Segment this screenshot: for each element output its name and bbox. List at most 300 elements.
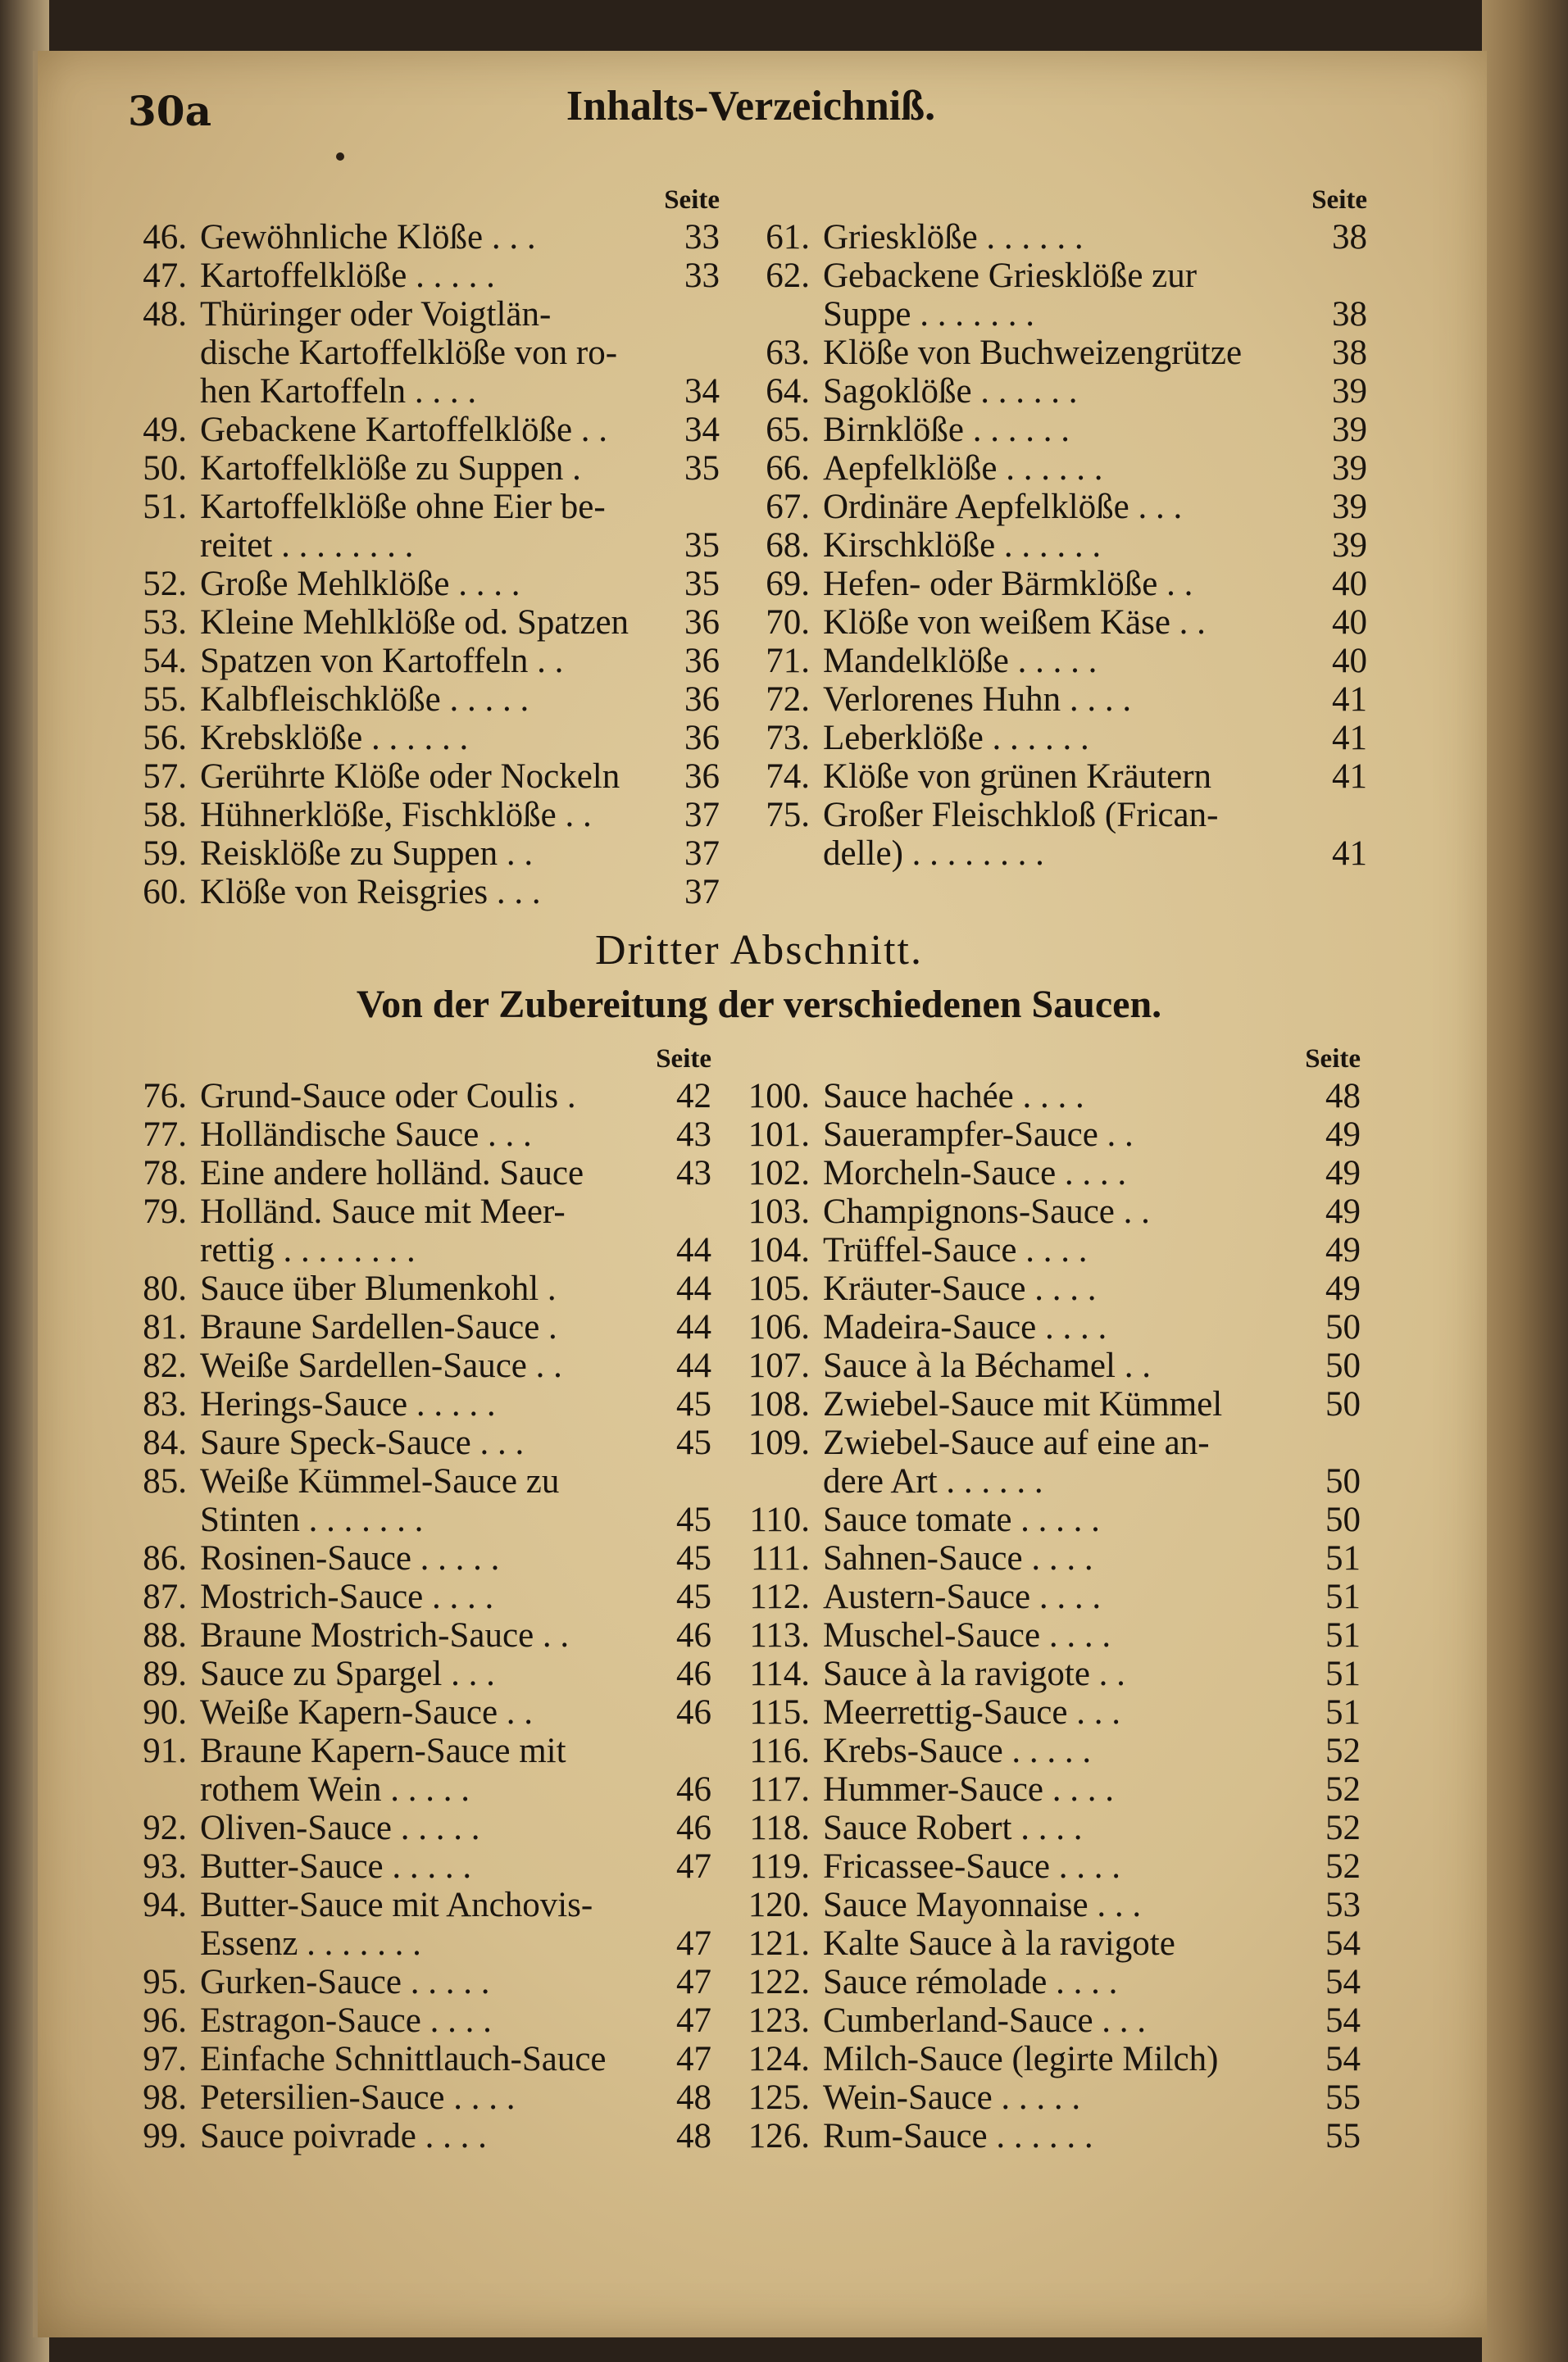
- toc-entry: [744, 1385, 1361, 1424]
- entry-number: 99.: [143, 2117, 187, 2155]
- entry-title: Saure Speck-Sauce . . .: [200, 1424, 525, 1462]
- entry-page: 50: [1325, 1347, 1361, 1385]
- entry-title: Sauerampfer-Sauce . .: [823, 1115, 1134, 1154]
- entry-title: Rum-Sauce . . . . . .: [823, 2117, 1093, 2155]
- entry-title: Sauce über Blumenkohl .: [200, 1270, 557, 1308]
- entry-page: 36: [684, 642, 720, 680]
- entry-number: 80.: [143, 1270, 187, 1308]
- toc-entry: [744, 257, 1367, 334]
- entry-page: 50: [1325, 1308, 1361, 1347]
- entry-page: 51: [1325, 1693, 1361, 1732]
- entry-title: Cumberland-Sauce . . .: [823, 2001, 1147, 2040]
- entry-page: 46: [676, 1693, 711, 1732]
- entry-number: 108.: [748, 1385, 810, 1424]
- entry-number: 72.: [766, 680, 810, 719]
- entry-page: 41: [1332, 757, 1367, 796]
- entry-number: 90.: [143, 1693, 187, 1732]
- entry-page: 54: [1325, 2040, 1361, 2078]
- entry-title: Milch-Sauce (legirte Milch): [823, 2040, 1219, 2078]
- entry-title: Holländ. Sauce mit Meer-: [200, 1192, 566, 1231]
- toc-entry: [744, 1192, 1361, 1231]
- toc-entry: [744, 603, 1367, 642]
- toc-entry: [744, 526, 1367, 565]
- toc-entry: [744, 796, 1367, 873]
- entry-number: 101.: [748, 1115, 810, 1154]
- entry-page: 45: [676, 1385, 711, 1424]
- entry-page: 33: [684, 257, 720, 295]
- toc-entry: [121, 1347, 711, 1385]
- entry-page: 45: [676, 1501, 711, 1539]
- entry-page: 39: [1332, 526, 1367, 565]
- entry-title: Sauce hachée . . . .: [823, 1077, 1084, 1115]
- entry-number: 47.: [143, 257, 187, 295]
- toc-entry: [121, 1539, 711, 1578]
- entry-page: 34: [684, 411, 720, 449]
- toc-entry: [121, 2078, 711, 2117]
- entry-page: 34: [684, 372, 720, 411]
- entry-page: 40: [1332, 603, 1367, 642]
- entry-number: 53.: [143, 603, 187, 642]
- entry-page: 43: [676, 1115, 711, 1154]
- toc-entry: [121, 257, 720, 295]
- entry-title: Wein-Sauce . . . . .: [823, 2078, 1081, 2117]
- entry-title: Kalte Sauce à la ravigote: [823, 1924, 1175, 1963]
- entry-title: Sauce à la Béchamel . .: [823, 1347, 1151, 1385]
- entry-page: 48: [676, 2117, 711, 2155]
- toc-entry: [121, 642, 720, 680]
- toc-entry: [121, 565, 720, 603]
- toc-entry: [744, 411, 1367, 449]
- entry-number: 92.: [143, 1809, 187, 1847]
- toc-entry: [121, 757, 720, 796]
- entry-number: 70.: [766, 603, 810, 642]
- entry-number: 84.: [143, 1424, 187, 1462]
- entry-number: 109.: [748, 1424, 810, 1462]
- entry-page: 44: [676, 1308, 711, 1347]
- entry-title: Butter-Sauce mit Anchovis-: [200, 1886, 593, 1924]
- entry-page: 49: [1325, 1192, 1361, 1231]
- toc-entry: [744, 2117, 1361, 2155]
- entry-title: Gebackene Griesklöße zur: [823, 257, 1198, 295]
- entry-number: 56.: [143, 719, 187, 757]
- entry-page: 52: [1325, 1847, 1361, 1886]
- entry-page: 37: [684, 796, 720, 834]
- entry-page: 44: [676, 1231, 711, 1270]
- toc-column-bottom-left: [121, 1041, 711, 2155]
- entry-page: 49: [1325, 1270, 1361, 1308]
- toc-entry: [744, 334, 1367, 372]
- entry-title: delle) . . . . . . . .: [823, 834, 1044, 873]
- entry-page: 48: [1325, 1077, 1361, 1115]
- toc-entry: [121, 1462, 711, 1539]
- entry-page: 45: [676, 1424, 711, 1462]
- entry-title: Champignons-Sauce . .: [823, 1192, 1150, 1231]
- entry-number: 112.: [749, 1578, 810, 1616]
- entry-number: 50.: [143, 449, 187, 488]
- toc-entry: [744, 1154, 1361, 1192]
- entry-page: 39: [1332, 449, 1367, 488]
- toc-entry: [121, 1809, 711, 1847]
- toc-entry: [744, 1809, 1361, 1847]
- entry-title: rothem Wein . . . . .: [200, 1770, 470, 1809]
- page-number: 30a: [128, 87, 211, 135]
- entry-title: Herings-Sauce . . . . .: [200, 1385, 496, 1424]
- entry-title: Kirschklöße . . . . . .: [823, 526, 1102, 565]
- entry-page: 41: [1332, 680, 1367, 719]
- entry-title: Zwiebel-Sauce mit Kümmel: [823, 1385, 1223, 1424]
- entry-number: 103.: [748, 1192, 810, 1231]
- entry-page: 37: [684, 834, 720, 873]
- entry-page: 54: [1325, 1924, 1361, 1963]
- toc-entry: [121, 218, 720, 257]
- entry-page: 55: [1325, 2117, 1361, 2155]
- entry-title: Essenz . . . . . . .: [200, 1924, 421, 1963]
- toc-entry: [121, 1154, 711, 1192]
- entry-number: 93.: [143, 1847, 187, 1886]
- entry-title: Leberklöße . . . . . .: [823, 719, 1089, 757]
- entry-title: Sauce à la ravigote . .: [823, 1655, 1125, 1693]
- entry-number: 104.: [748, 1231, 810, 1270]
- entry-number: 66.: [766, 449, 810, 488]
- toc-entry: [744, 1693, 1361, 1732]
- entry-title: Stinten . . . . . . .: [200, 1501, 424, 1539]
- entry-page: 45: [676, 1578, 711, 1616]
- entry-title: Kartoffelklöße zu Suppen .: [200, 449, 581, 488]
- entry-title: Sagoklöße . . . . . .: [823, 372, 1078, 411]
- entry-number: 77.: [143, 1115, 187, 1154]
- entry-title: Sauce rémolade . . . .: [823, 1963, 1118, 2001]
- entry-title: Braune Mostrich-Sauce . .: [200, 1616, 570, 1655]
- entry-number: 68.: [766, 526, 810, 565]
- entry-number: 106.: [748, 1308, 810, 1347]
- book-cover-edge: [1482, 0, 1568, 2362]
- toc-entry: [121, 1616, 711, 1655]
- entry-page: 49: [1325, 1115, 1361, 1154]
- entry-number: 119.: [749, 1847, 810, 1886]
- entry-title: Gewöhnliche Klöße . . .: [200, 218, 536, 257]
- entry-number: 49.: [143, 411, 187, 449]
- section-subtitle: Von der Zubereitung der verschiedenen Saucen.: [356, 983, 1162, 1026]
- entry-title: Hefen- oder Bärmklöße . .: [823, 565, 1193, 603]
- entry-number: 58.: [143, 796, 187, 834]
- entry-title: Klöße von Buchweizengrütze: [823, 334, 1243, 372]
- toc-entry: [121, 1308, 711, 1347]
- entry-title: Madeira-Sauce . . . .: [823, 1308, 1107, 1347]
- entry-title: Klöße von Reisgries . . .: [200, 873, 541, 911]
- entry-number: 124.: [748, 2040, 810, 2078]
- entry-number: 88.: [143, 1616, 187, 1655]
- toc-entry: [121, 1655, 711, 1693]
- entry-page: 36: [684, 680, 720, 719]
- entry-number: 115.: [749, 1693, 810, 1732]
- entry-number: 60.: [143, 873, 187, 911]
- entry-number: 74.: [766, 757, 810, 796]
- seite-label: Seite: [656, 1044, 711, 1074]
- entry-number: 59.: [143, 834, 187, 873]
- toc-entry: [744, 2040, 1361, 2078]
- toc-entry: [744, 565, 1367, 603]
- entry-title: Weiße Kapern-Sauce . .: [200, 1693, 534, 1732]
- entry-title: Kalbfleischklöße . . . . .: [200, 680, 529, 719]
- entry-title: Sauce zu Spargel . . .: [200, 1655, 495, 1693]
- entry-title: Aepfelklöße . . . . . .: [823, 449, 1103, 488]
- entry-title: Hummer-Sauce . . . .: [823, 1770, 1114, 1809]
- entry-page: 47: [676, 1963, 711, 2001]
- toc-entry: [121, 834, 720, 873]
- entry-title: hen Kartoffeln . . . .: [200, 372, 477, 411]
- entry-page: 52: [1325, 1732, 1361, 1770]
- toc-entry: [744, 1077, 1361, 1115]
- entry-page: 40: [1332, 642, 1367, 680]
- entry-number: 51.: [143, 488, 187, 526]
- seite-label: Seite: [1305, 1044, 1361, 1074]
- entry-title: Sauce poivrade . . . .: [200, 2117, 487, 2155]
- entry-page: 45: [676, 1539, 711, 1578]
- entry-title: Kräuter-Sauce . . . .: [823, 1270, 1097, 1308]
- entry-title: Oliven-Sauce . . . . .: [200, 1809, 480, 1847]
- entry-page: 38: [1332, 295, 1367, 334]
- entry-number: 123.: [748, 2001, 810, 2040]
- entry-number: 54.: [143, 642, 187, 680]
- entry-title: Morcheln-Sauce . . . .: [823, 1154, 1127, 1192]
- entry-page: 50: [1325, 1462, 1361, 1501]
- entry-page: 49: [1325, 1231, 1361, 1270]
- seite-label: Seite: [1311, 185, 1367, 215]
- entry-number: 114.: [749, 1655, 810, 1693]
- entry-number: 78.: [143, 1154, 187, 1192]
- entry-page: 52: [1325, 1770, 1361, 1809]
- entry-title: Fricassee-Sauce . . . .: [823, 1847, 1120, 1886]
- entry-number: 62.: [766, 257, 810, 295]
- toc-entry: [121, 873, 720, 911]
- toc-entry: [121, 1424, 711, 1462]
- entry-number: 64.: [766, 372, 810, 411]
- entry-title: Kartoffelklöße ohne Eier be-: [200, 488, 606, 526]
- entry-number: 102.: [748, 1154, 810, 1192]
- page-header: [128, 82, 1374, 156]
- entry-number: 120.: [748, 1886, 810, 1924]
- entry-number: 52.: [143, 565, 187, 603]
- toc-entry: [744, 1616, 1361, 1655]
- entry-page: 44: [676, 1270, 711, 1308]
- entry-title: Petersilien-Sauce . . . .: [200, 2078, 516, 2117]
- entry-title: Sauce Mayonnaise . . .: [823, 1886, 1142, 1924]
- entry-page: 54: [1325, 1963, 1361, 2001]
- toc-entry: [744, 1347, 1361, 1385]
- entry-title: Gurken-Sauce . . . . .: [200, 1963, 490, 2001]
- entry-page: 46: [676, 1809, 711, 1847]
- entry-page: 49: [1325, 1154, 1361, 1192]
- entry-title: Muschel-Sauce . . . .: [823, 1616, 1111, 1655]
- toc-entry: [744, 1732, 1361, 1770]
- entry-page: 35: [684, 526, 720, 565]
- entry-page: 46: [676, 1616, 711, 1655]
- entry-number: 76.: [143, 1077, 187, 1115]
- entry-page: 44: [676, 1347, 711, 1385]
- entry-page: 40: [1332, 565, 1367, 603]
- entry-page: 37: [684, 873, 720, 911]
- entry-title: Gebackene Kartoffelklöße . .: [200, 411, 608, 449]
- toc-entry: [121, 488, 720, 565]
- entry-title: Klöße von grünen Kräutern: [823, 757, 1212, 796]
- toc-entry: [744, 1963, 1361, 2001]
- entry-page: 51: [1325, 1578, 1361, 1616]
- entry-title: Spatzen von Kartoffeln . .: [200, 642, 564, 680]
- entry-number: 63.: [766, 334, 810, 372]
- entry-page: 47: [676, 2001, 711, 2040]
- entry-page: 38: [1332, 218, 1367, 257]
- entry-title: Sauce Robert . . . .: [823, 1809, 1083, 1847]
- seite-label: Seite: [664, 185, 720, 215]
- toc-entry: [744, 1308, 1361, 1347]
- toc-entry: [744, 1770, 1361, 1809]
- toc-entry: [744, 1115, 1361, 1154]
- entry-title: Große Mehlklöße . . . .: [200, 565, 520, 603]
- entry-number: 71.: [766, 642, 810, 680]
- entry-title: Krebs-Sauce . . . . .: [823, 1732, 1092, 1770]
- entry-number: 69.: [766, 565, 810, 603]
- toc-entry: [744, 218, 1367, 257]
- entry-page: 35: [684, 449, 720, 488]
- toc-entry: [121, 411, 720, 449]
- toc-entry: [744, 372, 1367, 411]
- entry-number: 87.: [143, 1578, 187, 1616]
- toc-entry: [121, 1693, 711, 1732]
- entry-title: Hühnerklöße, Fischklöße . .: [200, 796, 592, 834]
- toc-entry: [121, 1270, 711, 1308]
- entry-title: Mandelklöße . . . . .: [823, 642, 1098, 680]
- toc-entry: [121, 1886, 711, 1963]
- entry-title: Sauce tomate . . . . .: [823, 1501, 1100, 1539]
- toc-entry: [121, 1578, 711, 1616]
- entry-title: Ordinäre Aepfelklöße . . .: [823, 488, 1183, 526]
- entry-title: Weiße Sardellen-Sauce . .: [200, 1347, 562, 1385]
- entry-title: dische Kartoffelklöße von ro-: [200, 334, 618, 372]
- entry-page: 50: [1325, 1385, 1361, 1424]
- entry-number: 75.: [766, 796, 810, 834]
- entry-title: Thüringer oder Voigtlän-: [200, 295, 552, 334]
- entry-number: 100.: [748, 1077, 810, 1115]
- entry-title: Butter-Sauce . . . . .: [200, 1847, 472, 1886]
- entry-title: Klöße von weißem Käse . .: [823, 603, 1206, 642]
- entry-page: 52: [1325, 1809, 1361, 1847]
- entry-title: Reisklöße zu Suppen . .: [200, 834, 534, 873]
- entry-page: 54: [1325, 2001, 1361, 2040]
- entry-number: 57.: [143, 757, 187, 796]
- entry-number: 86.: [143, 1539, 187, 1578]
- entry-number: 96.: [143, 2001, 187, 2040]
- toc-entry: [121, 1192, 711, 1270]
- entry-page: 39: [1332, 411, 1367, 449]
- toc-entry: [744, 1539, 1361, 1578]
- entry-page: 47: [676, 2040, 711, 2078]
- ink-dot: [336, 152, 344, 161]
- entry-title: dere Art . . . . . .: [823, 1462, 1043, 1501]
- toc-entry: [744, 1886, 1361, 1924]
- toc-entry: [744, 680, 1367, 719]
- entry-title: Austern-Sauce . . . .: [823, 1578, 1102, 1616]
- entry-page: 33: [684, 218, 720, 257]
- entry-number: 125.: [748, 2078, 810, 2117]
- entry-page: 41: [1332, 719, 1367, 757]
- toc-entry: [121, 2040, 711, 2078]
- entry-title: Estragon-Sauce . . . .: [200, 2001, 492, 2040]
- entry-number: 118.: [749, 1809, 810, 1847]
- entry-page: 51: [1325, 1539, 1361, 1578]
- entry-page: 36: [684, 719, 720, 757]
- toc-column-top-left: [121, 182, 720, 911]
- toc-entry: [121, 1077, 711, 1115]
- entry-number: 55.: [143, 680, 187, 719]
- entry-number: 116.: [749, 1732, 810, 1770]
- entry-title: Meerrettig-Sauce . . .: [823, 1693, 1120, 1732]
- entry-title: Grund-Sauce oder Coulis .: [200, 1077, 576, 1115]
- entry-title: Kartoffelklöße . . . . .: [200, 257, 495, 295]
- entry-page: 51: [1325, 1655, 1361, 1693]
- toc-entry: [744, 1655, 1361, 1693]
- entry-page: 38: [1332, 334, 1367, 372]
- toc-entry: [744, 1424, 1361, 1501]
- toc-entry: [121, 295, 720, 411]
- toc-entry: [744, 719, 1367, 757]
- toc-entry: [744, 1501, 1361, 1539]
- toc-entry: [744, 2078, 1361, 2117]
- toc-entry: [744, 1924, 1361, 1963]
- toc-entry: [121, 2117, 711, 2155]
- entry-page: 42: [676, 1077, 711, 1115]
- entry-title: Zwiebel-Sauce auf eine an-: [823, 1424, 1210, 1462]
- toc-entry: [744, 449, 1367, 488]
- toc-entry: [744, 1578, 1361, 1616]
- entry-number: 85.: [143, 1462, 187, 1501]
- toc-entry: [121, 1963, 711, 2001]
- toc-entry: [121, 796, 720, 834]
- entry-number: 105.: [748, 1270, 810, 1308]
- entry-page: 36: [684, 603, 720, 642]
- entry-number: 79.: [143, 1192, 187, 1231]
- entry-title: Kleine Mehlklöße od. Spatzen: [200, 603, 629, 642]
- entry-title: Trüffel-Sauce . . . .: [823, 1231, 1088, 1270]
- entry-number: 111.: [750, 1539, 810, 1578]
- entry-page: 47: [676, 1847, 711, 1886]
- entry-number: 126.: [748, 2117, 810, 2155]
- entry-title: Sahnen-Sauce . . . .: [823, 1539, 1093, 1578]
- entry-number: 91.: [143, 1732, 187, 1770]
- entry-number: 117.: [749, 1770, 810, 1809]
- entry-title: Griesklöße . . . . . .: [823, 218, 1084, 257]
- entry-title: Birnklöße . . . . . .: [823, 411, 1070, 449]
- toc-entry: [121, 719, 720, 757]
- toc-entry: [121, 2001, 711, 2040]
- entry-title: Rosinen-Sauce . . . . .: [200, 1539, 500, 1578]
- entry-page: 35: [684, 565, 720, 603]
- toc-entry: [121, 1115, 711, 1154]
- entry-title: Holländische Sauce . . .: [200, 1115, 532, 1154]
- entry-number: 122.: [748, 1963, 810, 2001]
- entry-title: Braune Sardellen-Sauce .: [200, 1308, 557, 1347]
- toc-column-top-right: [744, 182, 1367, 873]
- toc-entry: [744, 2001, 1361, 2040]
- entry-title: Verlorenes Huhn . . . .: [823, 680, 1132, 719]
- entry-title: Gerührte Klöße oder Nockeln: [200, 757, 620, 796]
- entry-title: Einfache Schnittlauch-Sauce: [200, 2040, 607, 2078]
- entry-page: 51: [1325, 1616, 1361, 1655]
- entry-title: reitet . . . . . . . .: [200, 526, 414, 565]
- toc-entry: [121, 449, 720, 488]
- entry-page: 39: [1332, 372, 1367, 411]
- toc-entry: [744, 1231, 1361, 1270]
- section-title: Dritter Abschnitt.: [595, 927, 923, 974]
